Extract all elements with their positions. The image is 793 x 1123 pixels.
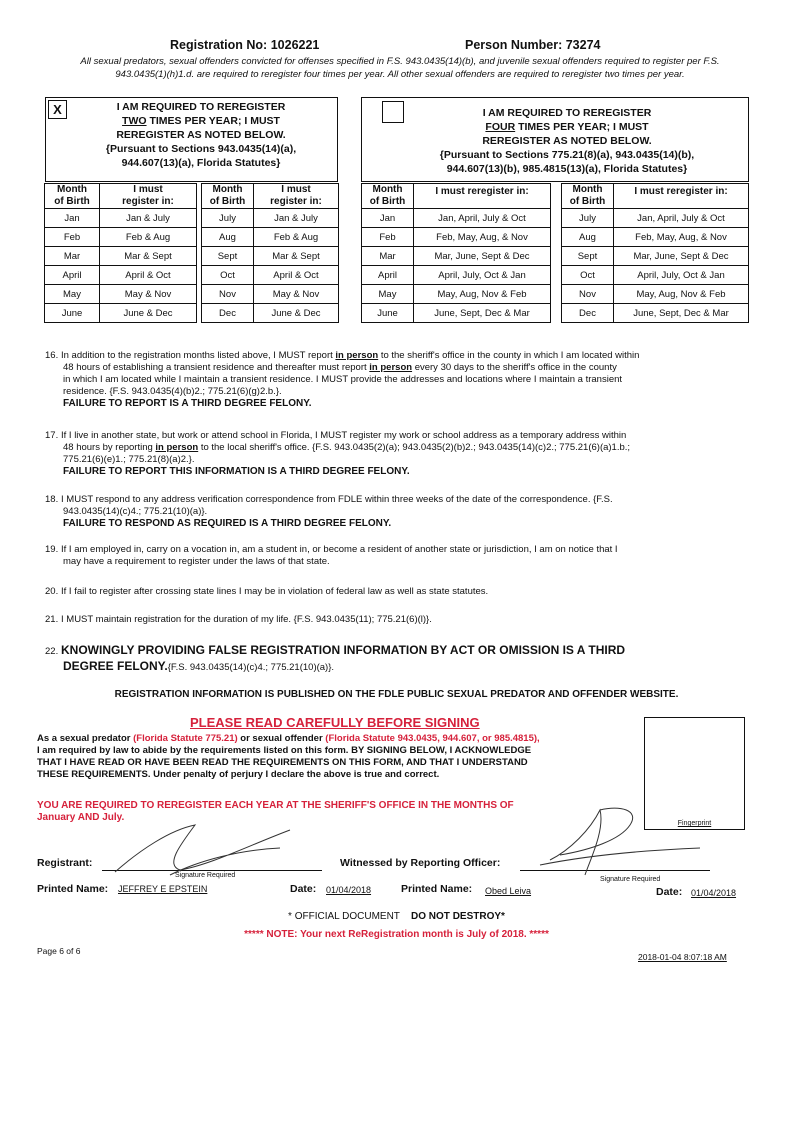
- birth-month-cell: June: [362, 304, 414, 323]
- register-months-cell: Mar, June, Sept & Dec: [614, 247, 749, 266]
- two-times-title: I AM REQUIRED TO REREGISTER TWO TIMES PER YEAR; I MUST REREGISTER AS NOTED BELOW. {Pursuant to Sections 943.0435(14)(a), 944.607(13)(a), Florida Statutes}: [105, 101, 297, 169]
- birth-month-cell: Aug: [202, 228, 254, 247]
- reregister-notice: YOU ARE REQUIRED TO REREGISTER EACH YEAR AT THE SHERIFF'S OFFICE IN THE MONTHS OF January AND July.: [37, 800, 514, 823]
- fingerprint-label: Fingerprint: [677, 820, 712, 827]
- schedule-row: [562, 266, 749, 285]
- timestamp: 2018-01-04 8:07:18 AM: [638, 952, 727, 962]
- register-months-cell: Feb, May, Aug, & Nov: [414, 228, 551, 247]
- schedule-row: [362, 209, 551, 228]
- birth-month-cell: Sept: [202, 247, 254, 266]
- schedule-row: [362, 247, 551, 266]
- birth-month-cell: Nov: [202, 285, 254, 304]
- acknowledgement: As a sexual predator (Florida Statute 775.21) or sexual offender (Florida Statute 943.0435, 944.607, or 985.4815), I am required by law to abide by the requirements listed on this form. BY SIGNING BELOW, I ACKNOWLEDGE THAT I HAVE READ OR HAVE BEEN READ THE REQUIREMENTS ON THIS FORM, AND THAT I UNDERSTAND THESE REQUIREMENTS. Under penalty of perjury I declare the above is true and correct.: [37, 733, 540, 780]
- item-19: 19. If I am employed in, carry on a vocation in, am a student in, or become a resident of another state or jurisdiction, I am on notice that I may have a requirement to register under the laws of that state.: [45, 544, 618, 567]
- registrant-label: Registrant:: [37, 857, 93, 869]
- schedule-row: [45, 228, 197, 247]
- schedule-table-two-b: [201, 183, 339, 323]
- register-months-cell: Jan, April, July & Oct: [414, 209, 551, 228]
- col-register: I must register in:: [100, 184, 197, 209]
- register-months-cell: Mar & Sept: [100, 247, 197, 266]
- schedule-row: [362, 304, 551, 323]
- birth-month-cell: Mar: [362, 247, 414, 266]
- witness-label: Witnessed by Reporting Officer:: [340, 857, 501, 869]
- birth-month-cell: Oct: [202, 266, 254, 285]
- schedule-row: [202, 266, 339, 285]
- schedule-row: [202, 285, 339, 304]
- item-16: 16. In addition to the registration months listed above, I MUST report in person to the sheriff's office in the county in which I am located within 48 hours of establishing a transient residence and thereafter must report in person every 30 days to the sheriff's office in the county in which I am located while I maintain a transient residence. I MUST provide the addresses and locations where I maintain a transient residence. {F.S. 943.0435(4)(b)2.; 775.21(6)(g)2.b.}. FAILURE TO REPORT IS A THIRD DEGREE FELONY.: [45, 350, 760, 410]
- schedule-row: [362, 285, 551, 304]
- schedule-row: [562, 247, 749, 266]
- officer-signature-caption: Signature Required: [600, 876, 661, 883]
- birth-month-cell: May: [45, 285, 100, 304]
- item-20: 20. If I fail to register after crossing state lines I may be in violation of federal law as well as state statutes.: [45, 586, 489, 597]
- next-reregistration-note: ***** NOTE: Your next ReRegistration month is July of 2018. *****: [244, 929, 549, 940]
- birth-month-cell: Dec: [202, 304, 254, 323]
- registrant-printed-name-label: Printed Name:: [37, 883, 109, 895]
- two-times-option: [45, 97, 338, 182]
- registrant-signature-caption: Signature Required: [175, 872, 236, 879]
- register-months-cell: May, Aug, Nov & Feb: [614, 285, 749, 304]
- register-months-cell: May & Nov: [100, 285, 197, 304]
- schedule-row: [45, 209, 197, 228]
- person-label: Person Number:: [465, 38, 563, 52]
- schedule-row: [562, 304, 749, 323]
- col-register: I must register in:: [254, 184, 339, 209]
- registrant-date-label: Date:: [290, 883, 317, 895]
- schedule-row: [562, 285, 749, 304]
- four-times-checkbox[interactable]: [382, 101, 404, 123]
- schedule-row: [202, 304, 339, 323]
- schedule-row: [45, 285, 197, 304]
- schedule-table-four-b: [561, 183, 749, 323]
- birth-month-cell: June: [45, 304, 100, 323]
- registration-value: 1026221: [270, 38, 320, 52]
- register-months-cell: Feb & Aug: [254, 228, 339, 247]
- register-months-cell: Feb & Aug: [100, 228, 197, 247]
- schedule-row: [45, 247, 197, 266]
- officer-signature: [530, 800, 710, 880]
- schedule-row: [562, 209, 749, 228]
- birth-month-cell: Feb: [45, 228, 100, 247]
- registrant-signature: [110, 820, 300, 880]
- col-register: I must reregister in:: [614, 184, 749, 209]
- register-months-cell: April, July, Oct & Jan: [414, 266, 551, 285]
- col-month: Month of Birth: [202, 184, 254, 209]
- schedule-row: [202, 209, 339, 228]
- registration-number: [170, 38, 319, 52]
- officer-printed-name-label: Printed Name:: [401, 883, 473, 895]
- register-months-cell: Mar & Sept: [254, 247, 339, 266]
- item-18-warning: FAILURE TO RESPOND AS REQUIRED IS A THIRD DEGREE FELONY.: [63, 518, 392, 529]
- item-22: 22. KNOWINGLY PROVIDING FALSE REGISTRATION INFORMATION BY ACT OR OMISSION IS A THIRD DEGREE FELONY.{F.S. 943.0435(14)(c)4.; 775.21(10)(a)}.: [45, 643, 626, 673]
- birth-month-cell: May: [362, 285, 414, 304]
- registrant-date: 01/04/2018: [326, 885, 372, 895]
- schedule-row: [362, 228, 551, 247]
- schedule-row: [45, 266, 197, 285]
- official-document-notice: * OFFICIAL DOCUMENT DO NOT DESTROY*: [288, 911, 505, 922]
- schedule-table-four-a: [361, 183, 551, 323]
- birth-month-cell: Mar: [45, 247, 100, 266]
- four-times-title: I AM REQUIRED TO REREGISTER FOUR TIMES PER YEAR; I MUST REREGISTER AS NOTED BELOW. {Pursuant to Sections 775.21(8)(a), 943.0435(14)(b), 944.607(13)(b), 985.4815(13)(a), Florida Statutes}: [439, 107, 695, 175]
- item-21: 21. I MUST maintain registration for the duration of my life. {F.S. 943.0435(11); 775.21(6)(l)}.: [45, 614, 432, 625]
- register-months-cell: June & Dec: [254, 304, 339, 323]
- birth-month-cell: Sept: [562, 247, 614, 266]
- col-register: I must reregister in:: [414, 184, 551, 209]
- birth-month-cell: April: [362, 266, 414, 285]
- schedule-table-two-a: [44, 183, 197, 323]
- registrant-printed-name: JEFFREY E EPSTEIN: [118, 884, 208, 894]
- birth-month-cell: Dec: [562, 304, 614, 323]
- page-number: Page 6 of 6: [37, 946, 81, 956]
- col-month: Month of Birth: [362, 184, 414, 209]
- col-month: Month of Birth: [45, 184, 100, 209]
- person-number: [465, 38, 601, 52]
- schedule-row: [562, 228, 749, 247]
- register-months-cell: June & Dec: [100, 304, 197, 323]
- schedule-row: [362, 266, 551, 285]
- register-months-cell: April, July, Oct & Jan: [614, 266, 749, 285]
- officer-printed-name: Obed Leiva: [485, 886, 532, 896]
- birth-month-cell: Oct: [562, 266, 614, 285]
- officer-date-label: Date:: [656, 886, 683, 898]
- two-times-checkbox[interactable]: X: [48, 100, 67, 119]
- schedule-row: [202, 228, 339, 247]
- item-18: 18. I MUST respond to any address verification correspondence from FDLE within three weeks of the date of the correspondence. {F.S. 943.0435(14)(c)4.; 775.21(10)(a)}. FAILURE TO RESPOND AS REQUIRED IS A THIRD DEGREE FELONY.: [45, 494, 760, 530]
- schedule-row: [202, 247, 339, 266]
- schedule-row: [45, 304, 197, 323]
- birth-month-cell: Jan: [362, 209, 414, 228]
- register-months-cell: June, Sept, Dec & Mar: [614, 304, 749, 323]
- register-months-cell: April & Oct: [254, 266, 339, 285]
- registration-label: Registration No:: [170, 38, 268, 52]
- birth-month-cell: Jan: [45, 209, 100, 228]
- col-month: Month of Birth: [562, 184, 614, 209]
- register-months-cell: Feb, May, Aug, & Nov: [614, 228, 749, 247]
- birth-month-cell: Feb: [362, 228, 414, 247]
- published-notice: REGISTRATION INFORMATION IS PUBLISHED ON THE FDLE PUBLIC SEXUAL PREDATOR AND OFFENDER WEBSITE.: [114, 689, 679, 700]
- register-months-cell: Jan & July: [100, 209, 197, 228]
- item-17-warning: FAILURE TO REPORT THIS INFORMATION IS A THIRD DEGREE FELONY.: [63, 466, 410, 477]
- register-months-cell: Jan, April, July & Oct: [614, 209, 749, 228]
- birth-month-cell: Nov: [562, 285, 614, 304]
- officer-date: 01/04/2018: [691, 888, 737, 898]
- item-16-warning: FAILURE TO REPORT IS A THIRD DEGREE FELONY.: [63, 398, 312, 409]
- birth-month-cell: July: [202, 209, 254, 228]
- item-17: 17. If I live in another state, but work or attend school in Florida, I MUST register my work or school address as a temporary address within 48 hours by reporting in person to the local sheriff's office. {F.S. 943.0435(2)(a); 943.0435(2)(b)2.; 943.0435(14)(c)2.; 775.21(6)(a)1.b.; 775.21(6)(e)1.; 775.21(8)(a)2.}. FAILURE TO REPORT THIS INFORMATION IS A THIRD DEGREE FELONY.: [45, 430, 760, 478]
- please-read-heading: PLEASE READ CAREFULLY BEFORE SIGNING: [190, 715, 480, 730]
- birth-month-cell: April: [45, 266, 100, 285]
- person-value: 73274: [565, 38, 601, 52]
- intro-text: All sexual predators, sexual offenders convicted for offenses specified in F.S. 943.0435(14)(b), and juvenile sexual offenders required to register per F.S. 943.0435(1)(h)1.d. are required to reregister four times per year. All other sexual offenders are required to reregister two times per year.: [80, 56, 720, 80]
- register-months-cell: May & Nov: [254, 285, 339, 304]
- birth-month-cell: Aug: [562, 228, 614, 247]
- register-months-cell: June, Sept, Dec & Mar: [414, 304, 551, 323]
- register-months-cell: Mar, June, Sept & Dec: [414, 247, 551, 266]
- register-months-cell: Jan & July: [254, 209, 339, 228]
- register-months-cell: April & Oct: [100, 266, 197, 285]
- birth-month-cell: July: [562, 209, 614, 228]
- register-months-cell: May, Aug, Nov & Feb: [414, 285, 551, 304]
- four-times-option: [361, 97, 749, 182]
